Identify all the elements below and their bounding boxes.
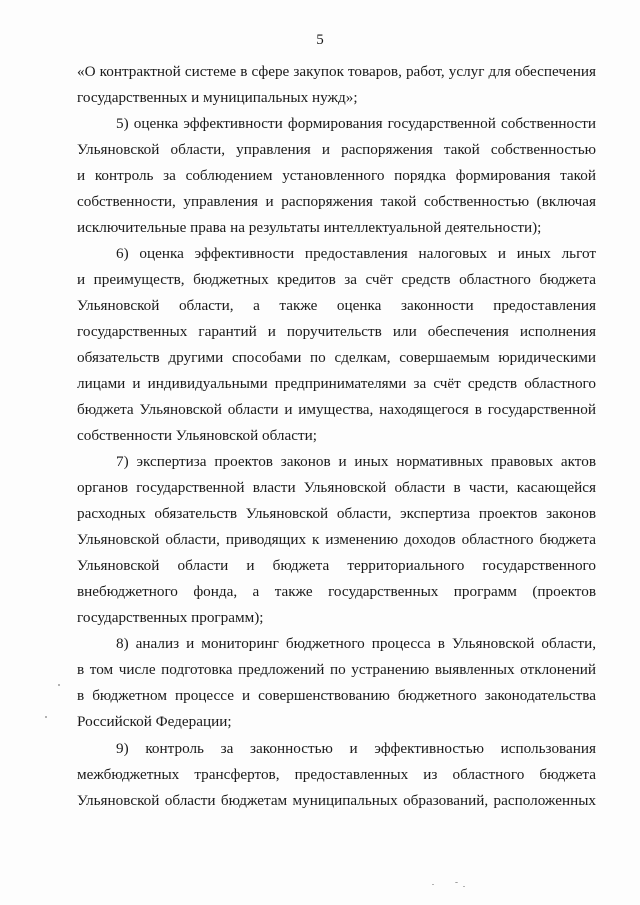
text-line: «О контрактной системе в сфере закупок товаров, работ, услуг для обеспечения bbox=[77, 63, 596, 80]
text-line: 6) оценка эффективности предоставления налоговых и иных льгот bbox=[116, 245, 596, 262]
text-line: исключительные права на результаты интеллектуальной деятельности); bbox=[77, 219, 542, 236]
text-line: расходных обязательств Ульяновской области, экспертиза проектов законов bbox=[77, 505, 596, 522]
text-line: межбюджетных трансфертов, предоставленных из областного бюджета bbox=[77, 766, 596, 783]
text-line: государственных программ); bbox=[77, 609, 264, 626]
text-line: Ульяновской области, управления и распоряжения такой собственностью bbox=[77, 141, 596, 158]
page-number: 5 bbox=[316, 32, 324, 48]
text-line: Ульяновской области, а также оценка законности предоставления bbox=[77, 297, 596, 314]
text-line: внебюджетного фонда, а также государственных программ (проектов bbox=[77, 583, 596, 600]
text-line: 9) контроль за законностью и эффективностью использования bbox=[116, 740, 596, 757]
text-line: собственности Ульяновской области; bbox=[77, 427, 317, 444]
text-line: и преимуществ, бюджетных кредитов за счёт средств областного бюджета bbox=[77, 271, 596, 288]
text-line: Российской Федерации; bbox=[77, 713, 232, 730]
scan-speck bbox=[432, 884, 434, 885]
text-line: государственных и муниципальных нужд»; bbox=[77, 89, 358, 106]
scan-speck bbox=[455, 882, 458, 883]
text-line: в бюджетном процессе и совершенствованию бюджетного законодательства bbox=[77, 687, 596, 704]
text-line: собственности, управления и распоряжения такой собственностью (включая bbox=[77, 193, 596, 210]
text-line: органов государственной власти Ульяновской области в части, касающейся bbox=[77, 479, 596, 496]
text-line: Ульяновской области, приводящих к изменению доходов областного бюджета bbox=[77, 531, 596, 548]
text-line: Ульяновской области бюджетам муниципальных образований, расположенных bbox=[77, 792, 596, 809]
text-line: обязательств другими способами по сделкам, совершаемым юридическими bbox=[77, 349, 596, 366]
text-line: 7) экспертиза проектов законов и иных нормативных правовых актов bbox=[116, 453, 596, 470]
text-line: в том числе подготовка предложений по устранению выявленных отклонений bbox=[77, 661, 596, 678]
text-line: 5) оценка эффективности формирования государственной собственности bbox=[116, 115, 596, 132]
text-line: Ульяновской области и бюджета территориального государственного bbox=[77, 557, 596, 574]
text-line: государственных гарантий и поручительств или обеспечения исполнения bbox=[77, 323, 596, 340]
text-line: бюджета Ульяновской области и имущества, находящегося в государственной bbox=[77, 401, 596, 418]
scan-speck bbox=[463, 886, 465, 887]
scan-speck bbox=[58, 684, 60, 686]
text-line: 8) анализ и мониторинг бюджетного процесса в Ульяновской области, bbox=[116, 635, 596, 652]
scan-speck bbox=[45, 716, 47, 718]
text-line: лицами и индивидуальными предпринимателями за счёт средств областного bbox=[77, 375, 596, 392]
text-line: и контроль за соблюдением установленного порядка формирования такой bbox=[77, 167, 596, 184]
